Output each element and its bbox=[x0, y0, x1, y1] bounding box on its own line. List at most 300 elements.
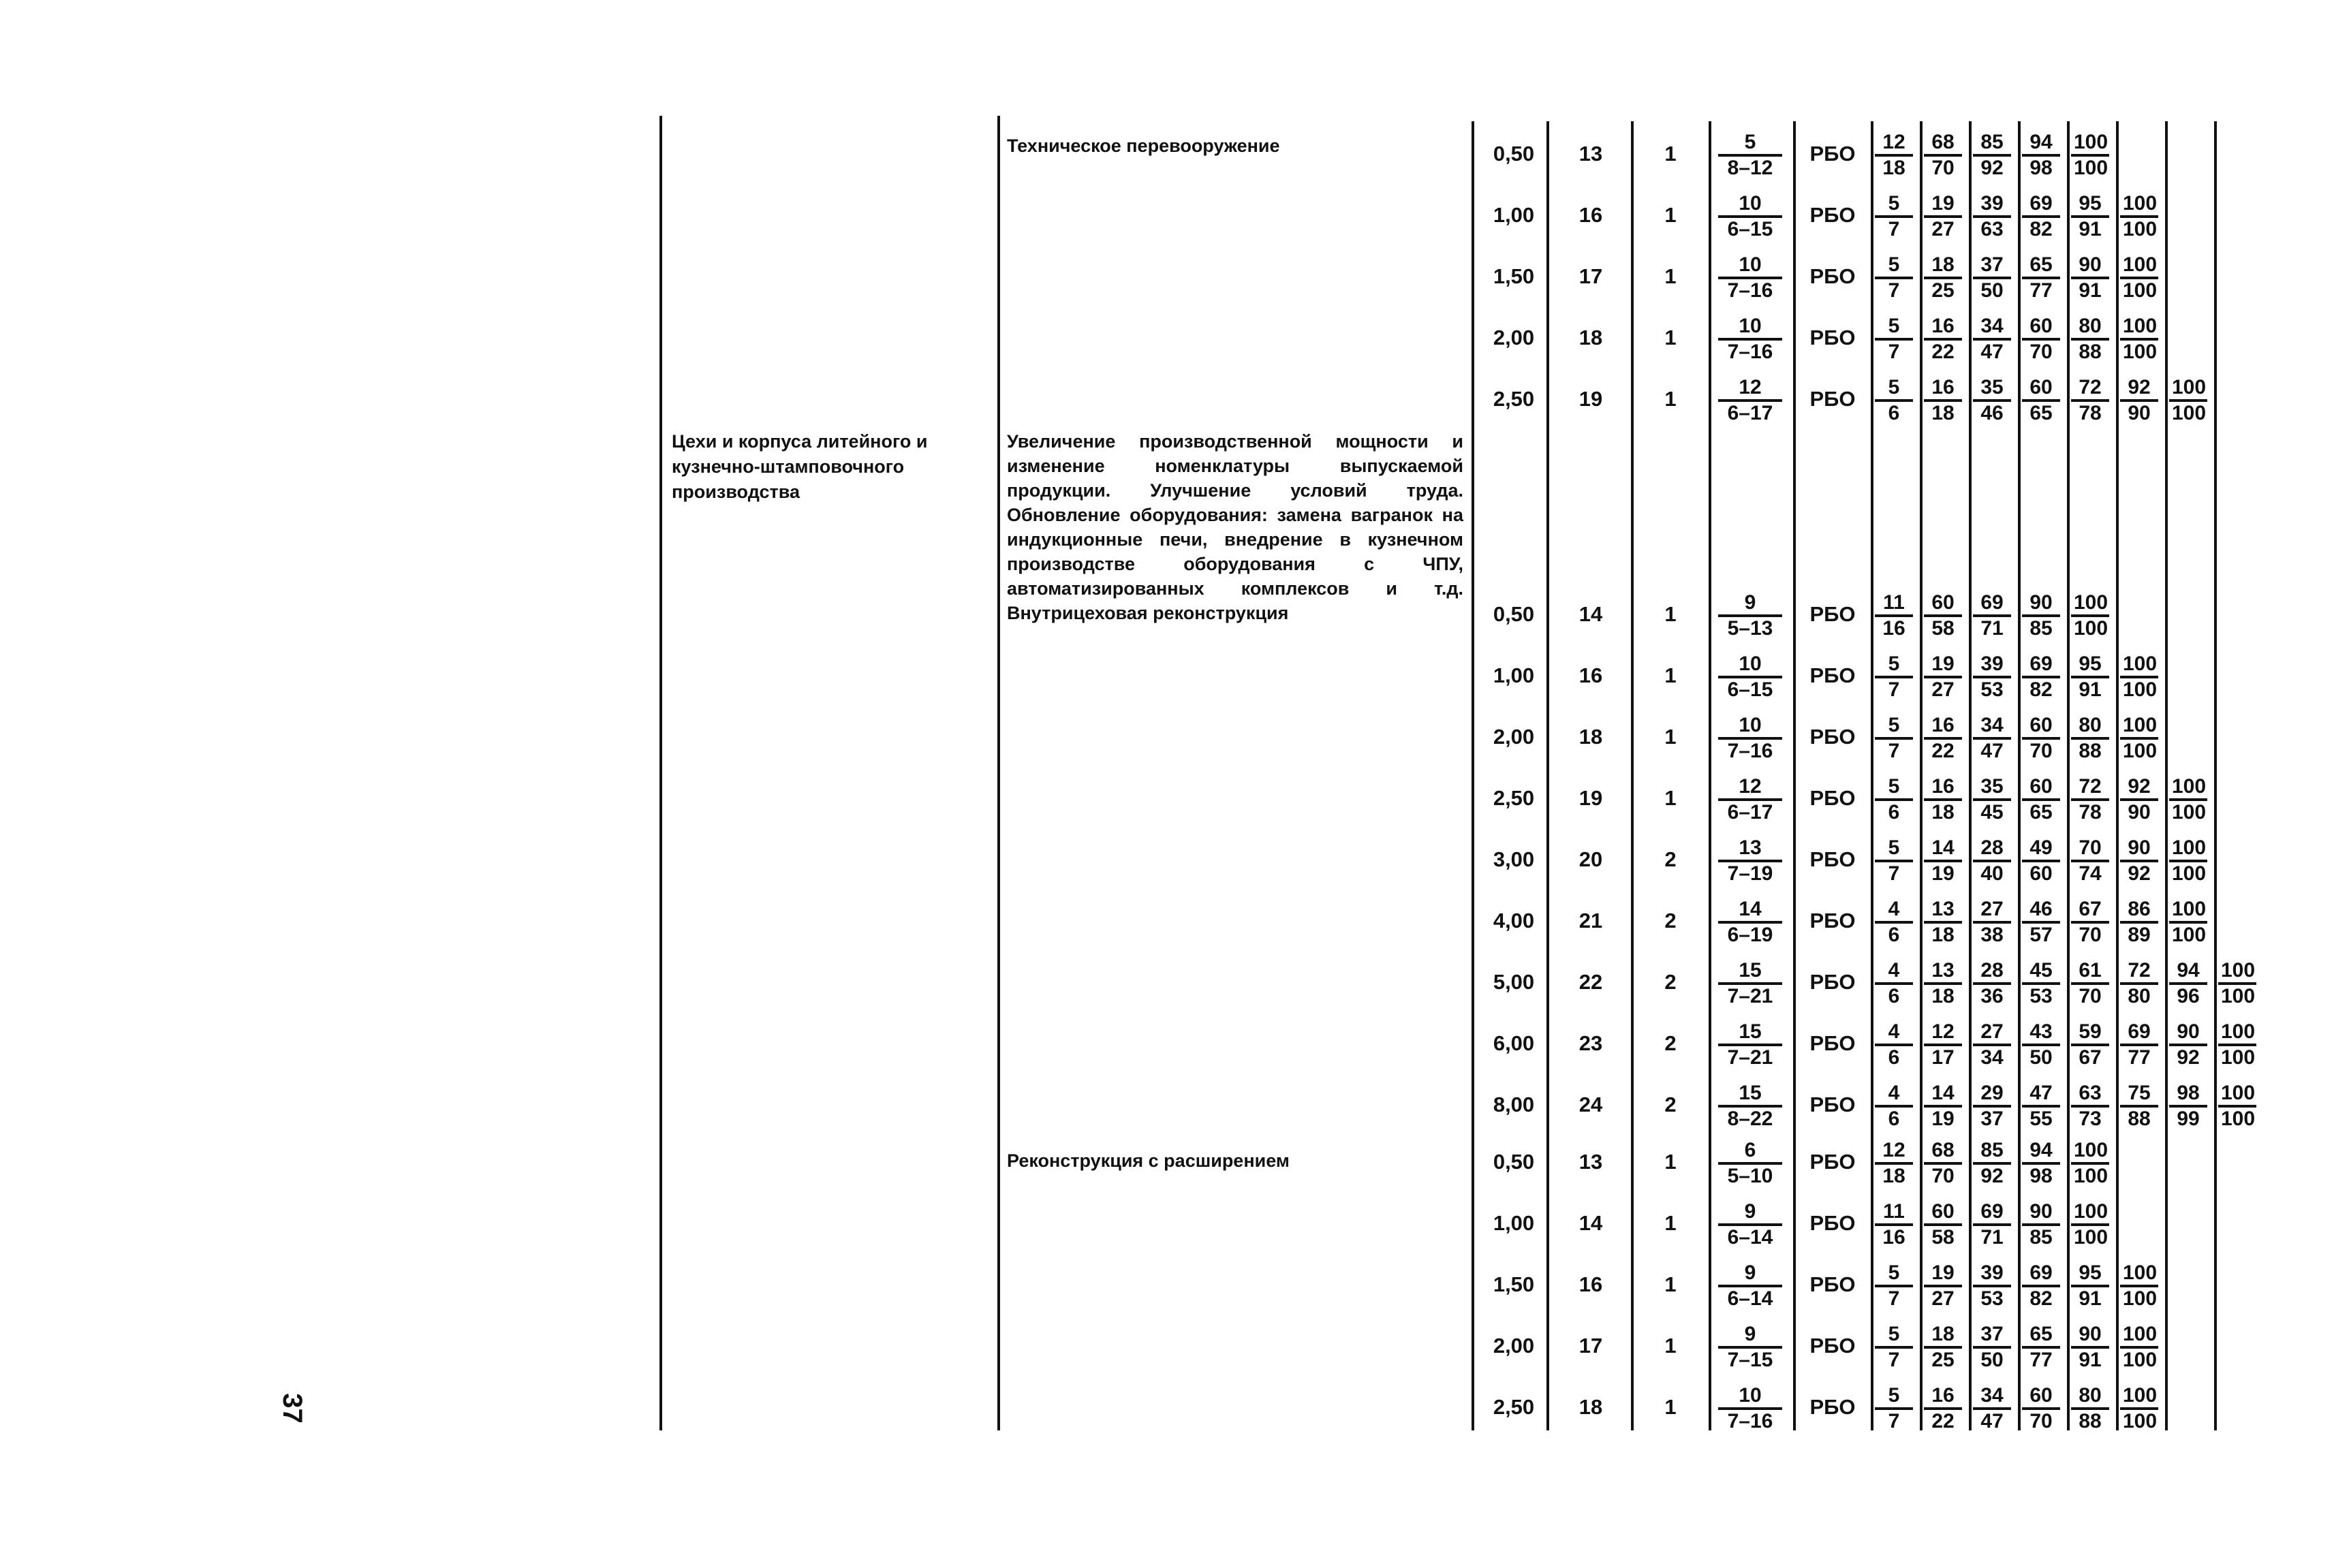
duration-denominator: 5–10 bbox=[1718, 1162, 1782, 1188]
power-cell: 2,00 bbox=[1493, 725, 1535, 749]
distribution-denominator: 100 bbox=[2169, 798, 2207, 824]
distribution-fraction bbox=[1973, 192, 2011, 241]
duration-numerator: 6 bbox=[1744, 1139, 1756, 1161]
distribution-denominator: 7 bbox=[1875, 860, 1913, 885]
distribution-denominator: 98 bbox=[2022, 1162, 2060, 1188]
distribution-numerator: 46 bbox=[2029, 898, 2053, 920]
distribution-numerator: 100 bbox=[2172, 898, 2207, 920]
duration-fraction bbox=[1717, 131, 1784, 180]
power-cell: 2,50 bbox=[1493, 387, 1535, 411]
distribution-denominator: 78 bbox=[2071, 399, 2109, 425]
distribution-fraction bbox=[1924, 836, 1962, 885]
distribution-numerator: 70 bbox=[2079, 836, 2102, 859]
distribution-fraction bbox=[1875, 1200, 1913, 1249]
distribution-denominator: 60 bbox=[2022, 860, 2060, 885]
distribution-fraction bbox=[1973, 1139, 2011, 1188]
distribution-denominator: 47 bbox=[1973, 338, 2011, 364]
distribution-fraction bbox=[1924, 1200, 1962, 1249]
duration-numerator: 5 bbox=[1744, 131, 1756, 153]
months-cell: 16 bbox=[1578, 1272, 1603, 1296]
duration-denominator: 6–15 bbox=[1718, 676, 1782, 702]
power-cell: 8,00 bbox=[1493, 1093, 1535, 1116]
power-cell: 1,50 bbox=[1493, 1272, 1535, 1296]
distribution-numerator: 5 bbox=[1888, 1323, 1900, 1345]
distribution-numerator: 5 bbox=[1888, 1384, 1900, 1407]
distribution-numerator: 67 bbox=[2079, 898, 2102, 920]
distribution-fraction bbox=[1924, 376, 1962, 425]
distribution-fraction bbox=[2022, 714, 2060, 763]
distribution-fraction bbox=[2071, 1020, 2109, 1069]
distribution-numerator: 27 bbox=[1980, 1020, 2004, 1043]
distribution-numerator: 13 bbox=[1931, 959, 1955, 982]
distribution-fraction bbox=[1875, 192, 1913, 241]
distribution-denominator: 70 bbox=[2022, 1407, 2060, 1433]
distribution-denominator: 100 bbox=[2120, 1285, 2158, 1311]
power-cell: 1,00 bbox=[1493, 203, 1535, 227]
distribution-fraction bbox=[1924, 1020, 1962, 1069]
distribution-denominator: 18 bbox=[1924, 982, 1962, 1008]
distribution-numerator: 39 bbox=[1980, 1261, 2004, 1284]
count-cell: 2 bbox=[1664, 970, 1677, 994]
section-title-capacity: Увеличение производственной мощности и изменение номенклатуры выпускаемой продукции. Улучшение условий труда. Обновление оборудования: замена вагранок на индукционные печи, внедрение в кузнечном производстве оборудования с ЧПУ, автоматизированных комплексов и т.д. Внутрицеховая реконструкция bbox=[1007, 431, 1463, 623]
distribution-denominator: 6 bbox=[1875, 1105, 1913, 1131]
distribution-denominator: 78 bbox=[2071, 798, 2109, 824]
duration-numerator: 10 bbox=[1739, 253, 1762, 276]
duration-fraction bbox=[1717, 253, 1784, 302]
distribution-numerator: 69 bbox=[2029, 1261, 2053, 1284]
months-cell: 14 bbox=[1578, 1211, 1603, 1235]
distribution-numerator: 16 bbox=[1931, 714, 1955, 736]
duration-denominator: 7–21 bbox=[1718, 982, 1782, 1008]
category-label: Цехи и корпуса литейного и кузнечно-штамповочного производства bbox=[672, 431, 928, 502]
duration-denominator: 6–14 bbox=[1718, 1285, 1782, 1311]
distribution-fraction bbox=[1875, 1020, 1913, 1069]
org-cell: РБО bbox=[1809, 1150, 1856, 1174]
distribution-denominator: 100 bbox=[2120, 676, 2158, 702]
duration-numerator: 12 bbox=[1739, 775, 1762, 798]
distribution-denominator: 22 bbox=[1924, 338, 1962, 364]
power-cell: 2,00 bbox=[1493, 1334, 1535, 1358]
duration-denominator: 7–16 bbox=[1718, 338, 1782, 364]
distribution-denominator: 85 bbox=[2022, 614, 2060, 640]
distribution-fraction bbox=[2022, 253, 2060, 302]
distribution-numerator: 90 bbox=[2079, 253, 2102, 276]
power-cell: 1,50 bbox=[1493, 264, 1535, 288]
distribution-fraction bbox=[2071, 1082, 2109, 1131]
power-cell: 3,00 bbox=[1493, 847, 1535, 871]
count-cell: 1 bbox=[1664, 142, 1677, 166]
duration-denominator: 7–15 bbox=[1718, 1346, 1782, 1372]
distribution-denominator: 70 bbox=[1924, 1162, 1962, 1188]
distribution-fraction bbox=[2120, 898, 2158, 947]
distribution-numerator: 68 bbox=[1931, 131, 1955, 153]
distribution-fraction bbox=[1973, 1384, 2011, 1433]
distribution-denominator: 6 bbox=[1875, 798, 1913, 824]
distribution-numerator: 13 bbox=[1931, 898, 1955, 920]
distribution-denominator: 90 bbox=[2120, 399, 2158, 425]
duration-numerator: 14 bbox=[1739, 898, 1762, 920]
distribution-numerator: 34 bbox=[1980, 315, 2004, 337]
distribution-denominator: 17 bbox=[1924, 1044, 1962, 1069]
distribution-numerator: 14 bbox=[1931, 836, 1955, 859]
months-cell: 17 bbox=[1578, 1334, 1603, 1358]
distribution-numerator: 100 bbox=[2123, 653, 2158, 675]
distribution-fraction bbox=[2071, 836, 2109, 885]
power-cell: 2,50 bbox=[1493, 1395, 1535, 1419]
table-row bbox=[0, 376, 2334, 435]
distribution-fraction bbox=[1875, 376, 1913, 425]
distribution-fraction bbox=[1875, 591, 1913, 640]
distribution-numerator: 98 bbox=[2177, 1082, 2200, 1104]
distribution-numerator: 92 bbox=[2128, 376, 2151, 398]
table-row bbox=[0, 1139, 2334, 1197]
distribution-fraction bbox=[1973, 714, 2011, 763]
distribution-fraction bbox=[2071, 775, 2109, 824]
distribution-numerator: 60 bbox=[1931, 1200, 1955, 1223]
distribution-denominator: 67 bbox=[2071, 1044, 2109, 1069]
org-cell: РБО bbox=[1809, 1395, 1856, 1419]
duration-denominator: 7–21 bbox=[1718, 1044, 1782, 1069]
distribution-fraction bbox=[2022, 1082, 2060, 1131]
distribution-denominator: 91 bbox=[2071, 1285, 2109, 1311]
distribution-numerator: 19 bbox=[1931, 1261, 1955, 1284]
duration-fraction bbox=[1717, 591, 1784, 640]
distribution-fraction bbox=[2120, 1261, 2158, 1311]
distribution-fraction bbox=[1875, 653, 1913, 702]
table-row bbox=[0, 1384, 2334, 1443]
org-cell: РБО bbox=[1809, 203, 1856, 227]
distribution-fraction bbox=[1973, 131, 2011, 180]
duration-denominator: 7–19 bbox=[1718, 860, 1782, 885]
distribution-denominator: 65 bbox=[2022, 798, 2060, 824]
distribution-numerator: 34 bbox=[1980, 1384, 2004, 1407]
distribution-fraction bbox=[1875, 1139, 1913, 1188]
distribution-denominator: 70 bbox=[2022, 338, 2060, 364]
power-cell: 6,00 bbox=[1493, 1031, 1535, 1055]
distribution-fraction bbox=[1924, 653, 1962, 702]
distribution-fraction bbox=[1875, 1384, 1913, 1433]
distribution-numerator: 100 bbox=[2074, 591, 2109, 614]
distribution-denominator: 77 bbox=[2022, 1346, 2060, 1372]
distribution-fraction bbox=[2071, 1384, 2109, 1433]
distribution-denominator: 100 bbox=[2120, 737, 2158, 763]
distribution-fraction bbox=[1924, 591, 1962, 640]
distribution-fraction bbox=[1973, 898, 2011, 947]
distribution-denominator: 92 bbox=[1973, 1162, 2011, 1188]
distribution-numerator: 59 bbox=[2079, 1020, 2102, 1043]
distribution-fraction bbox=[1924, 1139, 1962, 1188]
distribution-fraction bbox=[2071, 959, 2109, 1008]
months-cell: 19 bbox=[1578, 387, 1603, 411]
distribution-denominator: 98 bbox=[2022, 154, 2060, 180]
distribution-fraction bbox=[2071, 1200, 2109, 1249]
distribution-numerator: 65 bbox=[2029, 253, 2053, 276]
duration-fraction bbox=[1717, 1020, 1784, 1069]
duration-numerator: 10 bbox=[1739, 1384, 1762, 1407]
distribution-denominator: 22 bbox=[1924, 1407, 1962, 1433]
distribution-denominator: 53 bbox=[2022, 982, 2060, 1008]
distribution-numerator: 14 bbox=[1931, 1082, 1955, 1104]
distribution-fraction bbox=[2071, 192, 2109, 241]
distribution-denominator: 22 bbox=[1924, 737, 1962, 763]
distribution-fraction bbox=[2071, 898, 2109, 947]
power-cell: 0,50 bbox=[1493, 1150, 1535, 1174]
distribution-denominator: 91 bbox=[2071, 215, 2109, 241]
duration-numerator: 15 bbox=[1739, 959, 1762, 982]
distribution-numerator: 100 bbox=[2123, 714, 2158, 736]
distribution-fraction bbox=[2071, 253, 2109, 302]
distribution-numerator: 39 bbox=[1980, 653, 2004, 675]
distribution-numerator: 4 bbox=[1888, 1082, 1900, 1104]
distribution-numerator: 18 bbox=[1931, 253, 1955, 276]
months-cell: 18 bbox=[1578, 1395, 1603, 1419]
distribution-denominator: 40 bbox=[1973, 860, 2011, 885]
distribution-denominator: 7 bbox=[1875, 277, 1913, 302]
count-cell: 1 bbox=[1664, 1334, 1677, 1358]
distribution-fraction bbox=[1875, 775, 1913, 824]
distribution-denominator: 6 bbox=[1875, 1044, 1913, 1069]
distribution-denominator: 36 bbox=[1973, 982, 2011, 1008]
distribution-fraction bbox=[1875, 1261, 1913, 1311]
distribution-numerator: 95 bbox=[2079, 1261, 2102, 1284]
duration-numerator: 15 bbox=[1739, 1082, 1762, 1104]
distribution-numerator: 11 bbox=[1883, 591, 1905, 614]
distribution-numerator: 12 bbox=[1882, 1139, 1905, 1161]
distribution-denominator: 7 bbox=[1875, 737, 1913, 763]
distribution-denominator: 100 bbox=[2071, 614, 2109, 640]
distribution-fraction bbox=[2022, 1020, 2060, 1069]
distribution-denominator: 91 bbox=[2071, 277, 2109, 302]
count-cell: 1 bbox=[1664, 1395, 1677, 1419]
distribution-fraction bbox=[1973, 1020, 2011, 1069]
count-cell: 1 bbox=[1664, 387, 1677, 411]
distribution-numerator: 90 bbox=[2128, 836, 2151, 859]
distribution-denominator: 7 bbox=[1875, 1285, 1913, 1311]
distribution-numerator: 12 bbox=[1931, 1020, 1955, 1043]
org-cell: РБО bbox=[1809, 1031, 1856, 1055]
distribution-fraction bbox=[1875, 131, 1913, 180]
table-row bbox=[0, 775, 2334, 834]
distribution-fraction bbox=[2022, 376, 2060, 425]
distribution-denominator: 100 bbox=[2071, 1162, 2109, 1188]
months-cell: 19 bbox=[1578, 786, 1603, 810]
distribution-numerator: 60 bbox=[2029, 714, 2053, 736]
distribution-numerator: 80 bbox=[2079, 315, 2102, 337]
distribution-fraction bbox=[2022, 959, 2060, 1008]
distribution-denominator: 100 bbox=[2218, 1044, 2256, 1069]
distribution-numerator: 16 bbox=[1931, 315, 1955, 337]
distribution-numerator: 60 bbox=[1931, 591, 1955, 614]
distribution-numerator: 72 bbox=[2128, 959, 2151, 982]
distribution-numerator: 61 bbox=[2079, 959, 2102, 982]
distribution-fraction bbox=[2120, 959, 2158, 1008]
distribution-denominator: 100 bbox=[2120, 338, 2158, 364]
distribution-denominator: 100 bbox=[2071, 1223, 2109, 1249]
count-cell: 1 bbox=[1664, 264, 1677, 288]
distribution-denominator: 47 bbox=[1973, 1407, 2011, 1433]
duration-numerator: 9 bbox=[1744, 591, 1756, 614]
distribution-numerator: 16 bbox=[1931, 775, 1955, 798]
distribution-numerator: 45 bbox=[2029, 959, 2053, 982]
distribution-fraction bbox=[2120, 653, 2158, 702]
distribution-numerator: 28 bbox=[1980, 959, 2004, 982]
distribution-denominator: 18 bbox=[1924, 921, 1962, 947]
distribution-denominator: 70 bbox=[1924, 154, 1962, 180]
distribution-denominator: 58 bbox=[1924, 1223, 1962, 1249]
distribution-numerator: 80 bbox=[2079, 1384, 2102, 1407]
months-cell: 22 bbox=[1578, 970, 1603, 994]
distribution-fraction bbox=[1924, 1261, 1962, 1311]
distribution-numerator: 90 bbox=[2029, 1200, 2053, 1223]
distribution-numerator: 100 bbox=[2172, 775, 2207, 798]
distribution-denominator: 77 bbox=[2022, 277, 2060, 302]
org-cell: РБО bbox=[1809, 663, 1856, 687]
duration-fraction bbox=[1717, 1139, 1784, 1188]
distribution-denominator: 7 bbox=[1875, 676, 1913, 702]
distribution-denominator: 50 bbox=[1973, 277, 2011, 302]
duration-denominator: 8–22 bbox=[1718, 1105, 1782, 1131]
distribution-numerator: 35 bbox=[1980, 376, 2004, 398]
org-cell: РБО bbox=[1809, 264, 1856, 288]
distribution-fraction bbox=[2120, 1384, 2158, 1433]
distribution-fraction bbox=[1924, 1323, 1962, 1372]
distribution-denominator: 50 bbox=[1973, 1346, 2011, 1372]
distribution-numerator: 100 bbox=[2172, 376, 2207, 398]
count-cell: 2 bbox=[1664, 1031, 1677, 1055]
distribution-fraction bbox=[2022, 1139, 2060, 1188]
duration-numerator: 9 bbox=[1744, 1323, 1756, 1345]
duration-fraction bbox=[1717, 192, 1784, 241]
distribution-denominator: 85 bbox=[2022, 1223, 2060, 1249]
distribution-numerator: 94 bbox=[2029, 131, 2053, 153]
distribution-fraction bbox=[2022, 591, 2060, 640]
distribution-numerator: 100 bbox=[2074, 131, 2109, 153]
distribution-fraction bbox=[2120, 714, 2158, 763]
distribution-denominator: 91 bbox=[2071, 1346, 2109, 1372]
table-row bbox=[0, 315, 2334, 373]
distribution-numerator: 69 bbox=[1980, 591, 2004, 614]
distribution-fraction bbox=[2071, 653, 2109, 702]
months-cell: 13 bbox=[1578, 1150, 1603, 1174]
distribution-fraction bbox=[1924, 1082, 1962, 1131]
duration-denominator: 7–16 bbox=[1718, 277, 1782, 302]
distribution-denominator: 100 bbox=[2120, 1346, 2158, 1372]
table-row bbox=[0, 1082, 2334, 1140]
duration-fraction bbox=[1717, 959, 1784, 1008]
org-cell: РБО bbox=[1809, 909, 1856, 932]
power-cell: 4,00 bbox=[1493, 909, 1535, 932]
distribution-denominator: 18 bbox=[1875, 154, 1913, 180]
duration-denominator: 6–17 bbox=[1718, 399, 1782, 425]
duration-fraction bbox=[1717, 836, 1784, 885]
distribution-denominator: 65 bbox=[2022, 399, 2060, 425]
months-cell: 18 bbox=[1578, 725, 1603, 749]
distribution-fraction bbox=[2071, 315, 2109, 364]
distribution-denominator: 88 bbox=[2071, 1407, 2109, 1433]
distribution-denominator: 27 bbox=[1924, 1285, 1962, 1311]
distribution-numerator: 5 bbox=[1888, 775, 1900, 798]
distribution-denominator: 82 bbox=[2022, 676, 2060, 702]
distribution-fraction bbox=[1973, 315, 2011, 364]
distribution-fraction bbox=[2169, 1020, 2207, 1069]
distribution-denominator: 100 bbox=[2169, 921, 2207, 947]
distribution-denominator: 37 bbox=[1973, 1105, 2011, 1131]
distribution-denominator: 25 bbox=[1924, 277, 1962, 302]
duration-denominator: 5–13 bbox=[1718, 614, 1782, 640]
distribution-fraction bbox=[2071, 1139, 2109, 1188]
count-cell: 1 bbox=[1664, 1272, 1677, 1296]
distribution-denominator: 92 bbox=[2120, 860, 2158, 885]
duration-fraction bbox=[1717, 714, 1784, 763]
distribution-numerator: 75 bbox=[2128, 1082, 2151, 1104]
distribution-numerator: 94 bbox=[2029, 1139, 2053, 1161]
distribution-denominator: 70 bbox=[2071, 982, 2109, 1008]
distribution-denominator: 73 bbox=[2071, 1105, 2109, 1131]
distribution-fraction bbox=[2169, 898, 2207, 947]
distribution-numerator: 80 bbox=[2079, 714, 2102, 736]
months-cell: 14 bbox=[1578, 602, 1603, 626]
distribution-fraction bbox=[2022, 315, 2060, 364]
distribution-denominator: 47 bbox=[1973, 737, 2011, 763]
distribution-numerator: 43 bbox=[2029, 1020, 2053, 1043]
duration-numerator: 10 bbox=[1739, 192, 1762, 215]
distribution-fraction bbox=[2071, 1261, 2109, 1311]
distribution-fraction bbox=[2218, 959, 2256, 1008]
duration-denominator: 6–19 bbox=[1718, 921, 1782, 947]
table-row bbox=[0, 1020, 2334, 1079]
duration-fraction bbox=[1717, 1261, 1784, 1311]
duration-numerator: 9 bbox=[1744, 1200, 1756, 1223]
distribution-denominator: 7 bbox=[1875, 1346, 1913, 1372]
distribution-numerator: 18 bbox=[1931, 1323, 1955, 1345]
distribution-fraction bbox=[1924, 898, 1962, 947]
table-row bbox=[0, 192, 2334, 251]
distribution-numerator: 49 bbox=[2029, 836, 2053, 859]
distribution-fraction bbox=[2022, 775, 2060, 824]
table-row bbox=[0, 1200, 2334, 1259]
distribution-denominator: 53 bbox=[1973, 1285, 2011, 1311]
distribution-fraction bbox=[1924, 959, 1962, 1008]
distribution-fraction bbox=[2071, 591, 2109, 640]
distribution-numerator: 11 bbox=[1883, 1200, 1905, 1223]
distribution-numerator: 12 bbox=[1882, 131, 1905, 153]
section-title-tech: Техническое перевооружение bbox=[1007, 136, 1280, 156]
distribution-denominator: 77 bbox=[2120, 1044, 2158, 1069]
power-cell: 1,00 bbox=[1493, 1211, 1535, 1235]
distribution-denominator: 100 bbox=[2120, 215, 2158, 241]
distribution-numerator: 29 bbox=[1980, 1082, 2004, 1104]
count-cell: 1 bbox=[1664, 1150, 1677, 1174]
distribution-fraction bbox=[2169, 959, 2207, 1008]
distribution-numerator: 100 bbox=[2123, 1384, 2158, 1407]
distribution-denominator: 58 bbox=[1924, 614, 1962, 640]
distribution-fraction bbox=[1924, 315, 1962, 364]
table-row bbox=[0, 131, 2334, 189]
distribution-fraction bbox=[1973, 376, 2011, 425]
months-cell: 16 bbox=[1578, 663, 1603, 687]
page-number: 37 bbox=[277, 1393, 307, 1424]
duration-numerator: 10 bbox=[1739, 315, 1762, 337]
duration-denominator: 8–12 bbox=[1718, 154, 1782, 180]
distribution-fraction bbox=[1973, 591, 2011, 640]
months-cell: 24 bbox=[1578, 1093, 1603, 1116]
distribution-numerator: 5 bbox=[1888, 253, 1900, 276]
distribution-denominator: 92 bbox=[1973, 154, 2011, 180]
power-cell: 2,00 bbox=[1493, 326, 1535, 349]
distribution-numerator: 60 bbox=[2029, 775, 2053, 798]
duration-denominator: 6–14 bbox=[1718, 1223, 1782, 1249]
distribution-numerator: 85 bbox=[1980, 1139, 2004, 1161]
